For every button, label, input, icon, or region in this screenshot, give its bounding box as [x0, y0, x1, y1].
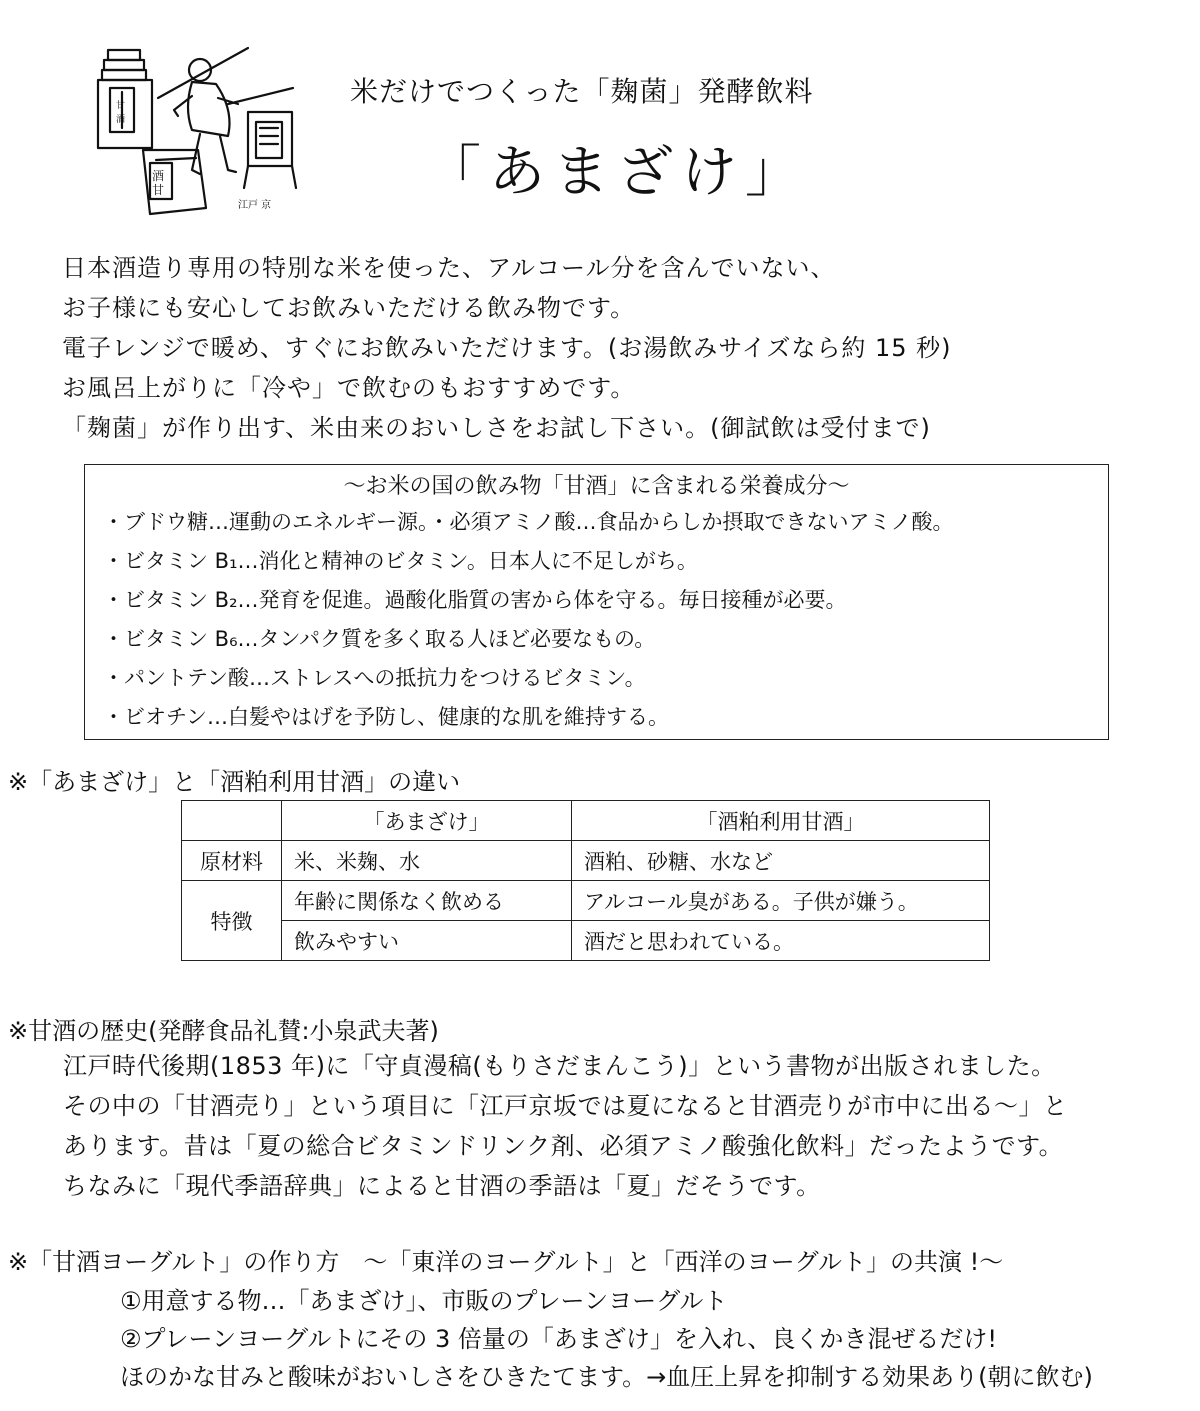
- nutrition-item: ・ブドウ糖…運動のエネルギー源。・必須アミノ酸…食品からしか摂取できないアミノ酸。: [103, 510, 954, 534]
- intro-line: 「麹菌」が作り出す、米由来のおいしさをお試し下さい。(御試飲は受付まで): [62, 414, 931, 442]
- recipe-step: ②プレーンヨーグルトにその 3 倍量の「あまざけ」を入れ、良くかき混ぜるだけ!: [120, 1325, 997, 1353]
- illustration-caption: 江戸 京: [238, 200, 272, 211]
- table-row: [182, 921, 990, 961]
- table-row: [182, 801, 990, 841]
- table-row: [182, 841, 990, 881]
- row-label-feature: 特徴: [182, 881, 282, 961]
- nutrition-title: ～お米の国の飲み物「甘酒」に含まれる栄養成分～: [343, 474, 850, 499]
- table-header-sakekasu: 「酒粕利用甘酒」: [572, 801, 990, 841]
- history-text: [63, 1046, 1068, 1206]
- intro-line: お子様にも安心してお飲みいただける飲み物です。: [62, 294, 636, 322]
- page-subtitle: 米だけでつくった「麹菌」発酵飲料: [350, 75, 814, 108]
- nutrition-item: ・ビオチン…白髪やはげを予防し、健康的な肌を維持する。: [103, 705, 669, 729]
- history-line: ちなみに「現代季語辞典」によると甘酒の季語は「夏」だそうです。: [63, 1172, 821, 1200]
- page-title: 「あまざけ」: [425, 140, 809, 205]
- nutrition-item: ・パントテン酸…ストレスへの抵抗力をつけるビタミン。: [103, 666, 646, 690]
- nutrition-item: ・ビタミン B₂…発育を促進。過酸化脂質の害から体を守る。毎日接種が必要。: [103, 588, 847, 612]
- table-row: [182, 881, 990, 921]
- history-line: 江戸時代後期(1853 年)に「守貞漫稿(もりさだまんこう)」という書物が出版されました。: [63, 1052, 1056, 1080]
- table-cell: 飲みやすい: [282, 921, 572, 961]
- nutrition-box: [84, 464, 1109, 740]
- table-cell: 酒粕、砂糖、水など: [572, 841, 990, 881]
- history-line: あります。昔は「夏の総合ビタミンドリンク剤、必須アミノ酸強化飲料」だったようです。: [63, 1132, 1064, 1160]
- svg-text:酒: 酒: [152, 169, 165, 183]
- svg-text:甘: 甘: [152, 183, 165, 197]
- intro-text: [62, 248, 952, 448]
- recipe-note: ほのかな甘みと酸味がおいしさをひきたてます。→血圧上昇を抑制する効果あり(朝に飲む): [120, 1363, 1093, 1391]
- intro-line: 電子レンジで暖め、すぐにお飲みいただけます。(お湯飲みサイズなら約 15 秒): [62, 334, 952, 362]
- history-line: その中の「甘酒売り」という項目に「江戸京坂では夏になると甘酒売りが市中に出る～」と: [63, 1092, 1068, 1120]
- table-cell-empty: [182, 801, 282, 841]
- svg-text:酒: 酒: [116, 115, 126, 125]
- comparison-table: [181, 800, 990, 961]
- table-header-amazake: 「あまざけ」: [282, 801, 572, 841]
- row-label-material: 原材料: [182, 841, 282, 881]
- table-cell: アルコール臭がある。子供が嫌う。: [572, 881, 990, 921]
- table-cell: 酒だと思われている。: [572, 921, 990, 961]
- intro-line: お風呂上がりに「冷や」で飲むのもおすすめです。: [62, 374, 636, 402]
- nutrition-item: ・ビタミン B₁…消化と精神のビタミン。日本人に不足しがち。: [103, 549, 698, 573]
- yogurt-heading: ※「甘酒ヨーグルト」の作り方 ～「東洋のヨーグルト」と「西洋のヨーグルト」の共演 !～: [8, 1248, 1004, 1276]
- yogurt-recipe: [110, 1282, 1093, 1396]
- amazake-vendor-illustration: [88, 38, 303, 220]
- table-cell: 年齢に関係なく飲める: [282, 881, 572, 921]
- comparison-heading: ※「あまざけ」と「酒粕利用甘酒」の違い: [8, 768, 461, 796]
- history-heading: ※甘酒の歴史(発酵食品礼賛:小泉武夫著): [8, 1017, 439, 1045]
- nutrition-item: ・ビタミン B₆…タンパク質を多く取る人ほど必要なもの。: [103, 627, 656, 651]
- table-cell: 米、米麹、水: [282, 841, 572, 881]
- svg-text:甘: 甘: [116, 101, 126, 111]
- recipe-step: ①用意する物…「あまざけ」、市販のプレーンヨーグルト: [120, 1287, 728, 1315]
- intro-line: 日本酒造り専用の特別な米を使った、アルコール分を含んでいない、: [62, 254, 836, 282]
